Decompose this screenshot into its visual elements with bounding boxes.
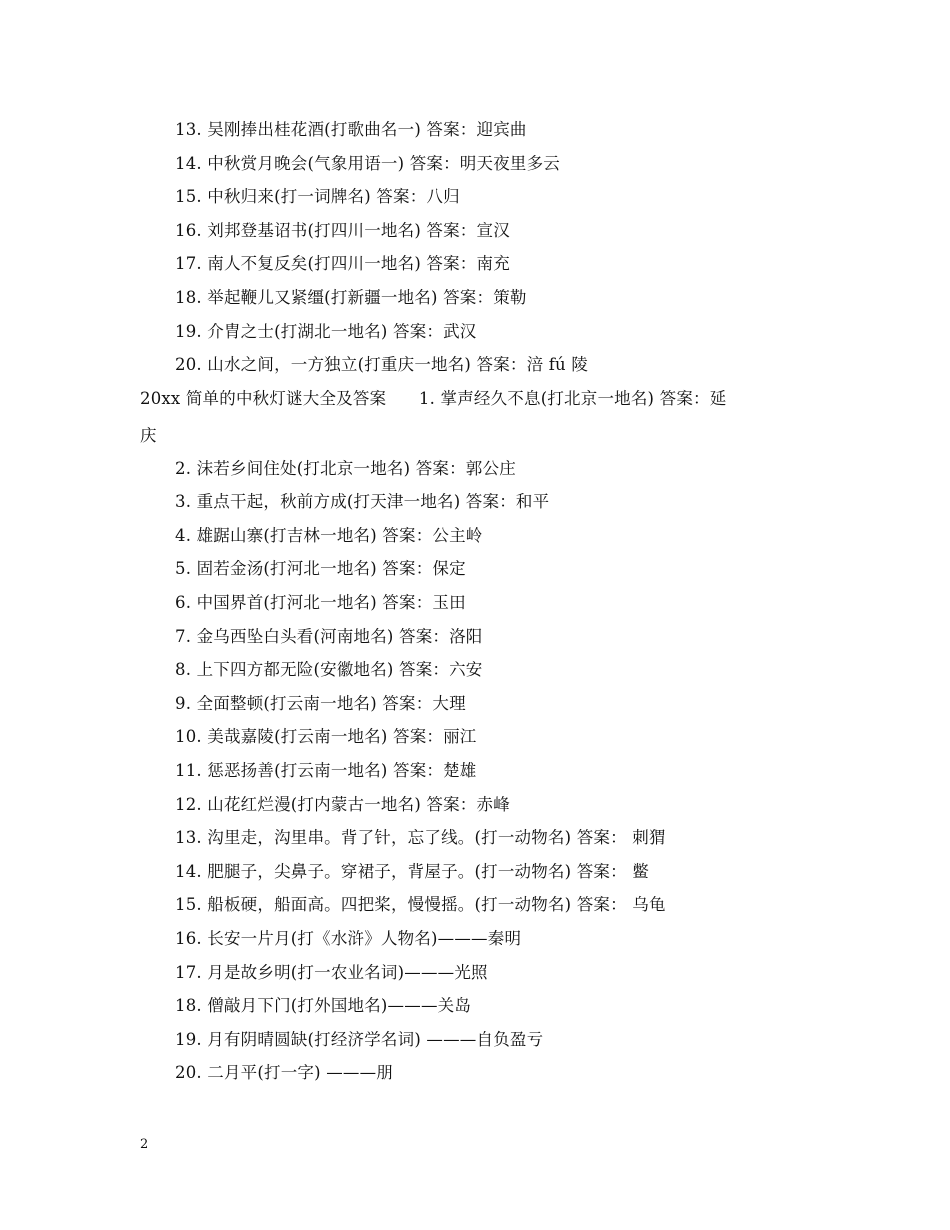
riddle-line: 15. 中秋归来(打一词牌名) 答案：八归 [175,187,460,206]
riddle-line: 19. 介胄之士(打湖北一地名) 答案：武汉 [175,322,477,341]
section-heading-line: 20xx 简单的中秋灯谜大全及答案 1. 掌声经久不息(打北京一地名) 答案：延 [140,389,727,408]
section-continuation-line: 庆 [140,426,157,445]
riddle-line: 17. 南人不复反矣(打四川一地名) 答案：南充 [175,254,510,273]
riddle-line: 2. 沫若乡间住处(打北京一地名) 答案：郭公庄 [175,459,516,478]
riddle-line: 13. 吴刚捧出桂花酒(打歌曲名一) 答案：迎宾曲 [175,120,527,139]
riddle-line: 4. 雄踞山寨(打吉林一地名) 答案：公主岭 [175,526,483,545]
riddle-line: 15. 船板硬，船面高。四把桨，慢慢摇。(打一动物名) 答案： 乌龟 [175,895,666,914]
riddle-line: 12. 山花红烂漫(打内蒙古一地名) 答案：赤峰 [175,795,510,814]
riddle-line: 9. 全面整顿(打云南一地名) 答案：大理 [175,694,466,713]
riddle-line: 6. 中国界首(打河北一地名) 答案：玉田 [175,593,466,612]
riddle-line: 18. 举起鞭儿又紧缰(打新疆一地名) 答案：策勒 [175,288,527,307]
riddle-line: 11. 惩恶扬善(打云南一地名) 答案：楚雄 [175,761,477,780]
page-number: 2 [140,1137,149,1152]
riddle-line: 18. 僧敲月下门(打外国地名)———关岛 [175,996,472,1015]
riddle-line: 3. 重点干起，秋前方成(打天津一地名) 答案：和平 [175,492,550,511]
riddle-line: 13. 沟里走，沟里串。背了针，忘了线。(打一动物名) 答案： 刺猬 [175,828,666,847]
riddle-line: 20. 山水之间，一方独立(打重庆一地名) 答案：涪 fú 陵 [175,355,589,374]
riddle-line: 16. 刘邦登基诏书(打四川一地名) 答案：宣汉 [175,221,510,240]
riddle-line: 20. 二月平(打一字) ———朋 [175,1063,394,1082]
riddle-line: 8. 上下四方都无险(安徽地名) 答案：六安 [175,660,483,679]
riddle-line: 10. 美哉嘉陵(打云南一地名) 答案：丽江 [175,727,477,746]
riddle-line: 19. 月有阴晴圆缺(打经济学名词) ———自负盈亏 [175,1030,544,1049]
riddle-line: 5. 固若金汤(打河北一地名) 答案：保定 [175,559,466,578]
riddle-line: 17. 月是故乡明(打一农业名词)———光照 [175,963,488,982]
riddle-line: 14. 中秋赏月晚会(气象用语一) 答案：明天夜里多云 [175,154,561,173]
riddle-line: 16. 长安一片月(打《水浒》人物名)———秦明 [175,929,522,948]
riddle-line: 7. 金乌西坠白头看(河南地名) 答案：洛阳 [175,627,483,646]
riddle-line: 14. 肥腿子，尖鼻子。穿裙子，背屋子。(打一动物名) 答案： 鳖 [175,862,649,881]
